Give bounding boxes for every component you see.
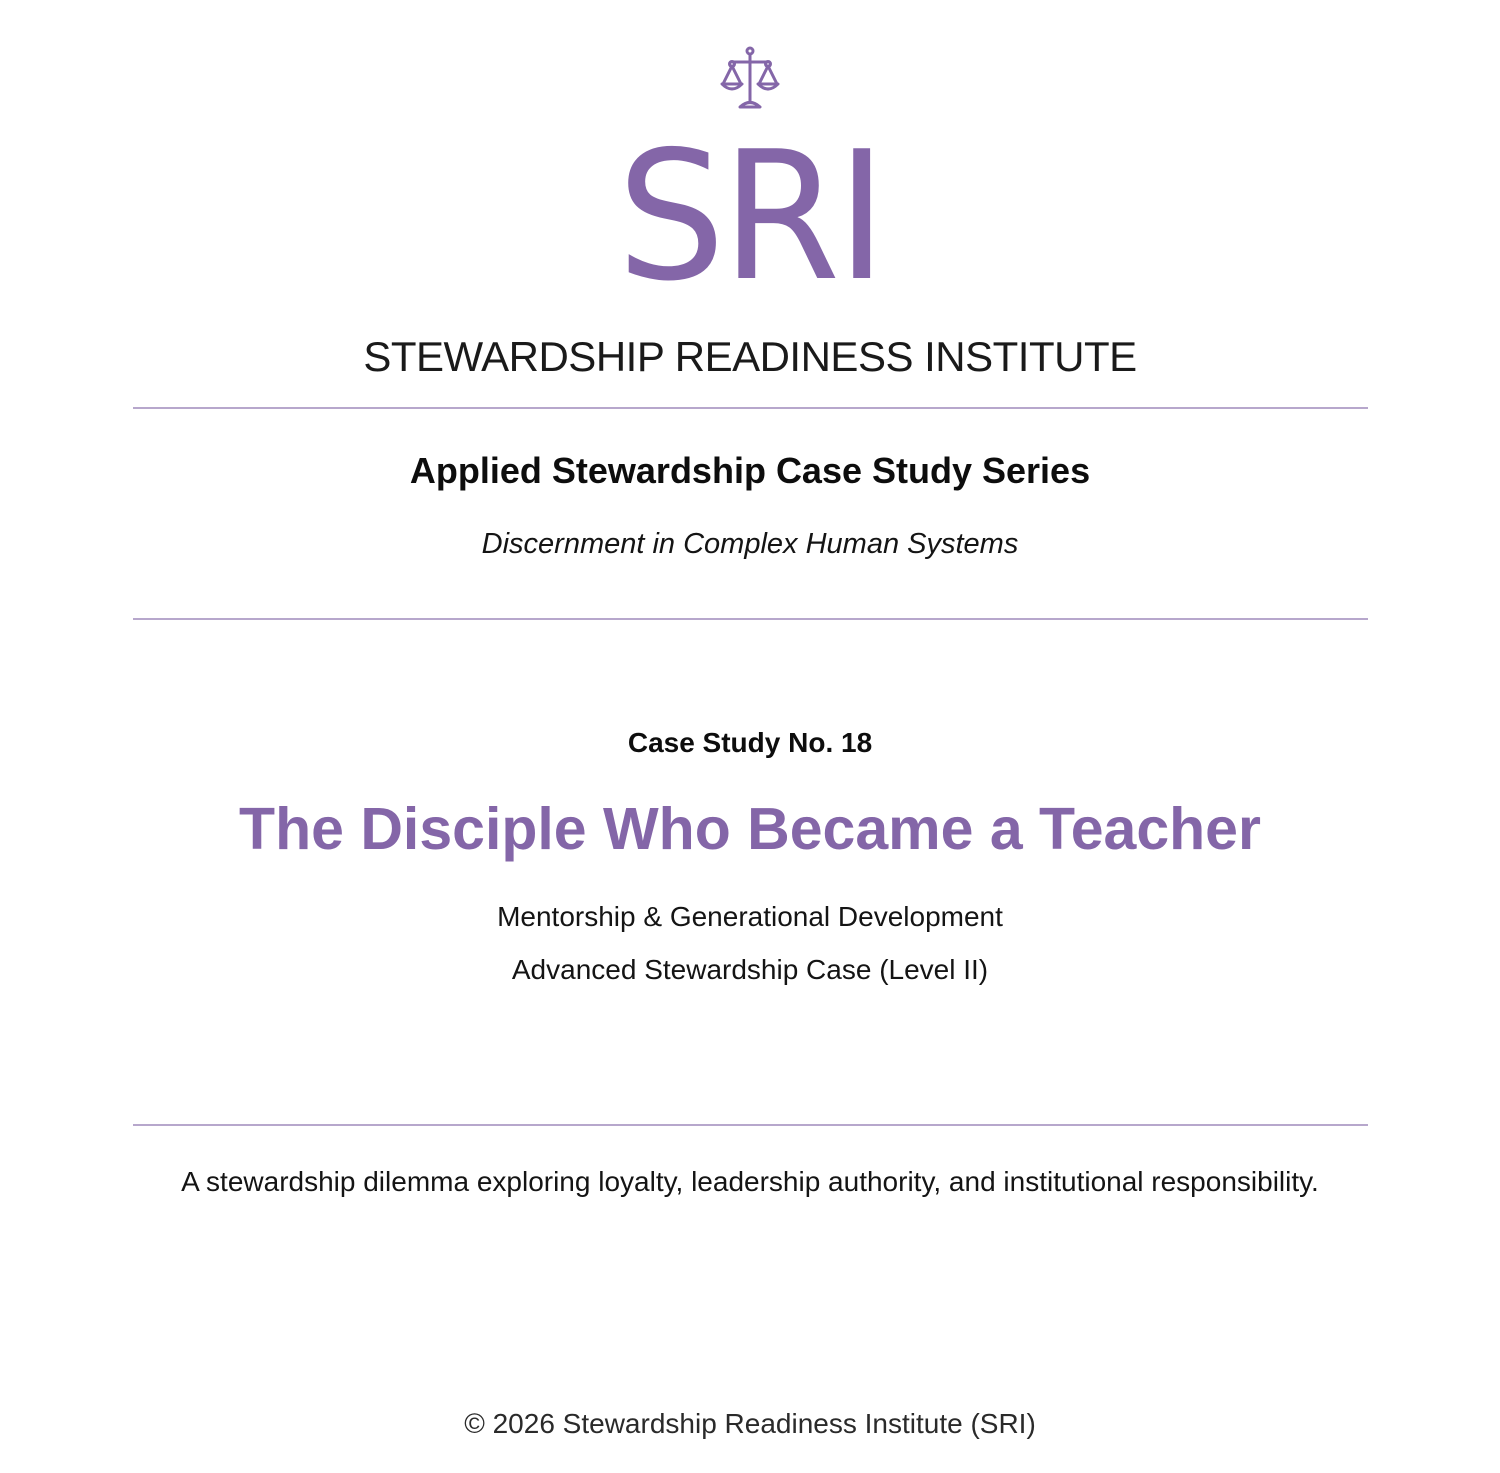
case-summary: A stewardship dilemma exploring loyalty, leadership authority, and institutional responsibility. bbox=[181, 1166, 1319, 1197]
copyright-notice: © 2026 Stewardship Readiness Institute (SRI) bbox=[464, 1408, 1036, 1439]
scales-of-justice-icon bbox=[718, 46, 782, 110]
divider bbox=[133, 407, 1368, 409]
case-level: Advanced Stewardship Case (Level II) bbox=[511, 954, 989, 985]
case-number: Case Study No. 18 bbox=[627, 727, 873, 758]
case-title: The Disciple Who Became a Teacher bbox=[239, 796, 1261, 862]
series-title: Applied Stewardship Case Study Series bbox=[409, 450, 1091, 491]
divider bbox=[133, 618, 1368, 620]
wordmark-text: SRI bbox=[616, 113, 884, 320]
case-category: Mentorship & Generational Development bbox=[497, 901, 1003, 932]
institute-name: STEWARDSHIP READINESS INSTITUTE bbox=[363, 333, 1137, 380]
series-subtitle: Discernment in Complex Human Systems bbox=[481, 528, 1019, 560]
logo-wordmark bbox=[30, 113, 1470, 320]
divider bbox=[133, 1124, 1368, 1126]
